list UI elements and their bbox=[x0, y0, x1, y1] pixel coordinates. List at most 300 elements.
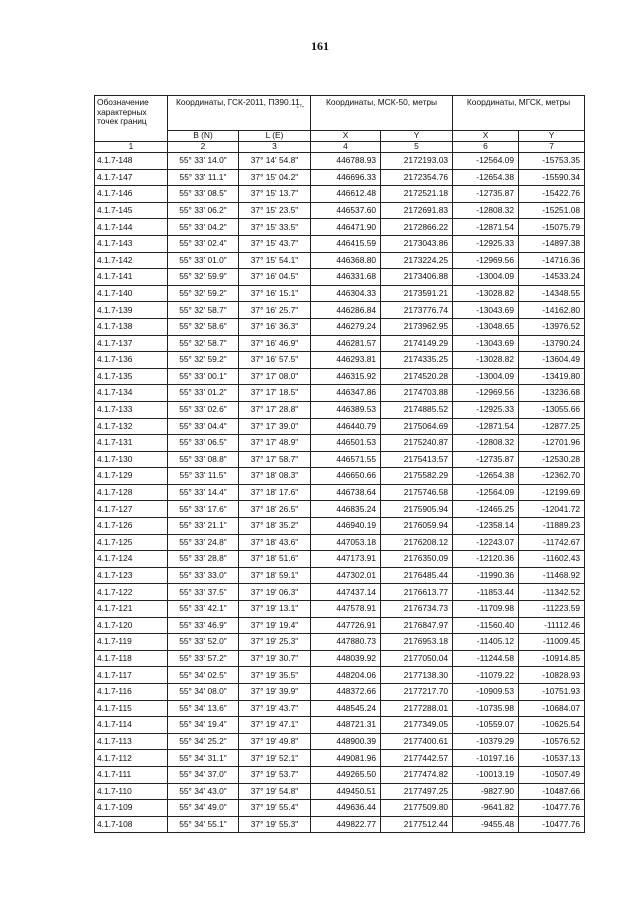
subheader-msk-x: X bbox=[311, 131, 381, 142]
cell-mgsk-y: -13604.49 bbox=[519, 352, 585, 369]
cell-mgsk-x: -13004.09 bbox=[453, 269, 519, 286]
table-row bbox=[95, 202, 585, 219]
cell-msk-y: 2173591.21 bbox=[381, 285, 453, 302]
cell-b-n: 55° 33' 37.5" bbox=[168, 584, 239, 601]
subheader-b-n: B (N) bbox=[168, 131, 239, 142]
cell-l-e: 37° 19' 43.7" bbox=[239, 700, 311, 717]
cell-b-n: 55° 33' 04.4" bbox=[168, 418, 239, 435]
cell-point-id: 4.1.7-129 bbox=[95, 468, 168, 485]
cell-b-n: 55° 33' 33.0" bbox=[168, 567, 239, 584]
cell-b-n: 55° 33' 08.5" bbox=[168, 186, 239, 203]
cell-b-n: 55° 34' 25.2" bbox=[168, 733, 239, 750]
cell-point-id: 4.1.7-125 bbox=[95, 534, 168, 551]
cell-point-id: 4.1.7-132 bbox=[95, 418, 168, 435]
cell-b-n: 55° 33' 57.2" bbox=[168, 650, 239, 667]
table-row bbox=[95, 816, 585, 833]
cell-l-e: 37° 18' 17.6" bbox=[239, 484, 311, 501]
cell-l-e: 37° 19' 19.4" bbox=[239, 617, 311, 634]
cell-msk-x: 446471.90 bbox=[311, 219, 381, 236]
cell-msk-x: 448372.66 bbox=[311, 684, 381, 701]
cell-msk-x: 447302.01 bbox=[311, 567, 381, 584]
page-number: 161 bbox=[311, 39, 329, 53]
cell-mgsk-x: -12871.54 bbox=[453, 418, 519, 435]
cell-l-e: 37° 17' 18.5" bbox=[239, 385, 311, 402]
cell-point-id: 4.1.7-131 bbox=[95, 435, 168, 452]
header-gsk-coordinates bbox=[168, 96, 311, 131]
cell-l-e: 37° 18' 35.2" bbox=[239, 518, 311, 535]
cell-msk-y: 2176847.97 bbox=[381, 617, 453, 634]
cell-mgsk-y: -13236.68 bbox=[519, 385, 585, 402]
header-mgsk-coordinates: Координаты, МГСК, метры bbox=[453, 96, 585, 131]
cell-mgsk-x: -12120.36 bbox=[453, 551, 519, 568]
cell-mgsk-x: -12735.87 bbox=[453, 186, 519, 203]
table-row bbox=[95, 634, 585, 651]
cell-mgsk-y: -11009.45 bbox=[519, 634, 585, 651]
cell-mgsk-x: -10909.53 bbox=[453, 684, 519, 701]
cell-msk-x: 446279.24 bbox=[311, 318, 381, 335]
cell-msk-y: 2173043.86 bbox=[381, 235, 453, 252]
cell-msk-x: 448721.31 bbox=[311, 717, 381, 734]
table-row bbox=[95, 750, 585, 767]
cell-b-n: 55° 32' 58.7" bbox=[168, 302, 239, 319]
cell-b-n: 55° 33' 01.0" bbox=[168, 252, 239, 269]
cell-msk-x: 448039.92 bbox=[311, 650, 381, 667]
table-row bbox=[95, 285, 585, 302]
cell-b-n: 55° 33' 00.1" bbox=[168, 368, 239, 385]
column-number-6: 6 bbox=[453, 142, 519, 153]
cell-msk-x: 448204.06 bbox=[311, 667, 381, 684]
cell-l-e: 37° 18' 08.3" bbox=[239, 468, 311, 485]
cell-mgsk-x: -12654.38 bbox=[453, 169, 519, 186]
cell-point-id: 4.1.7-116 bbox=[95, 684, 168, 701]
table-row bbox=[95, 302, 585, 319]
cell-point-id: 4.1.7-120 bbox=[95, 617, 168, 634]
cell-point-id: 4.1.7-119 bbox=[95, 634, 168, 651]
cell-b-n: 55° 33' 52.0" bbox=[168, 634, 239, 651]
cell-mgsk-y: -13419.80 bbox=[519, 368, 585, 385]
cell-msk-y: 2176734.73 bbox=[381, 601, 453, 618]
cell-mgsk-y: -13055.66 bbox=[519, 401, 585, 418]
cell-point-id: 4.1.7-128 bbox=[95, 484, 168, 501]
cell-mgsk-y: -10477.76 bbox=[519, 816, 585, 833]
cell-msk-x: 446286.84 bbox=[311, 302, 381, 319]
cell-mgsk-y: -13790.24 bbox=[519, 335, 585, 352]
cell-msk-y: 2172691.83 bbox=[381, 202, 453, 219]
cell-b-n: 55° 33' 08.8" bbox=[168, 451, 239, 468]
cell-mgsk-x: -10379.29 bbox=[453, 733, 519, 750]
cell-msk-y: 2177138.30 bbox=[381, 667, 453, 684]
cell-l-e: 37° 17' 08.0" bbox=[239, 368, 311, 385]
cell-msk-y: 2177050.04 bbox=[381, 650, 453, 667]
table-row bbox=[95, 468, 585, 485]
table-row bbox=[95, 617, 585, 634]
cell-point-id: 4.1.7-123 bbox=[95, 567, 168, 584]
cell-point-id: 4.1.7-135 bbox=[95, 368, 168, 385]
cell-b-n: 55° 33' 01.2" bbox=[168, 385, 239, 402]
cell-mgsk-x: -10197.16 bbox=[453, 750, 519, 767]
table-row bbox=[95, 252, 585, 269]
cell-l-e: 37° 17' 39.0" bbox=[239, 418, 311, 435]
cell-mgsk-x: -10559.07 bbox=[453, 717, 519, 734]
cell-mgsk-x: -12871.54 bbox=[453, 219, 519, 236]
cell-msk-y: 2173776.74 bbox=[381, 302, 453, 319]
cell-msk-x: 449081.96 bbox=[311, 750, 381, 767]
cell-l-e: 37° 16' 46.9" bbox=[239, 335, 311, 352]
cell-l-e: 37° 19' 06.3" bbox=[239, 584, 311, 601]
cell-msk-y: 2173224.25 bbox=[381, 252, 453, 269]
cell-msk-x: 446571.55 bbox=[311, 451, 381, 468]
cell-msk-y: 2174885.52 bbox=[381, 401, 453, 418]
cell-msk-x: 446940.19 bbox=[311, 518, 381, 535]
cell-mgsk-x: -11990.36 bbox=[453, 567, 519, 584]
cell-b-n: 55° 34' 31.1" bbox=[168, 750, 239, 767]
cell-msk-y: 2176953.18 bbox=[381, 634, 453, 651]
cell-mgsk-y: -12041.72 bbox=[519, 501, 585, 518]
cell-b-n: 55° 33' 11.1" bbox=[168, 169, 239, 186]
cell-msk-x: 446315.92 bbox=[311, 368, 381, 385]
cell-point-id: 4.1.7-112 bbox=[95, 750, 168, 767]
cell-msk-x: 446788.93 bbox=[311, 153, 381, 170]
cell-msk-y: 2174335.25 bbox=[381, 352, 453, 369]
cell-b-n: 55° 34' 49.0" bbox=[168, 800, 239, 817]
cell-point-id: 4.1.7-143 bbox=[95, 235, 168, 252]
table-row bbox=[95, 766, 585, 783]
cell-l-e: 37° 18' 59.1" bbox=[239, 567, 311, 584]
cell-mgsk-x: -9827.90 bbox=[453, 783, 519, 800]
cell-b-n: 55° 33' 14.0" bbox=[168, 153, 239, 170]
cell-mgsk-y: -10477.76 bbox=[519, 800, 585, 817]
cell-l-e: 37° 15' 04.2" bbox=[239, 169, 311, 186]
cell-msk-x: 446368.80 bbox=[311, 252, 381, 269]
cell-point-id: 4.1.7-121 bbox=[95, 601, 168, 618]
cell-mgsk-x: -11079.22 bbox=[453, 667, 519, 684]
cell-point-id: 4.1.7-124 bbox=[95, 551, 168, 568]
cell-msk-x: 446738.64 bbox=[311, 484, 381, 501]
cell-msk-x: 446440.79 bbox=[311, 418, 381, 435]
table-row bbox=[95, 418, 585, 435]
cell-msk-y: 2175746.58 bbox=[381, 484, 453, 501]
table-row bbox=[95, 567, 585, 584]
cell-mgsk-x: -13028.82 bbox=[453, 285, 519, 302]
table-row bbox=[95, 235, 585, 252]
cell-l-e: 37° 18' 43.6" bbox=[239, 534, 311, 551]
cell-l-e: 37° 16' 36.3" bbox=[239, 318, 311, 335]
table-row bbox=[95, 169, 585, 186]
coordinates-table bbox=[94, 95, 585, 833]
cell-mgsk-y: -12877.25 bbox=[519, 418, 585, 435]
cell-msk-x: 449265.50 bbox=[311, 766, 381, 783]
cell-l-e: 37° 19' 54.8" bbox=[239, 783, 311, 800]
cell-mgsk-y: -10576.52 bbox=[519, 733, 585, 750]
cell-msk-x: 446650.66 bbox=[311, 468, 381, 485]
header-msk-coordinates: Координаты, МСК-50, метры bbox=[311, 96, 453, 131]
table-row bbox=[95, 318, 585, 335]
cell-point-id: 4.1.7-144 bbox=[95, 219, 168, 236]
cell-b-n: 55° 34' 08.0" bbox=[168, 684, 239, 701]
table-row bbox=[95, 717, 585, 734]
cell-mgsk-x: -12243.07 bbox=[453, 534, 519, 551]
cell-point-id: 4.1.7-114 bbox=[95, 717, 168, 734]
cell-msk-y: 2176059.94 bbox=[381, 518, 453, 535]
table-row bbox=[95, 385, 585, 402]
cell-msk-x: 446612.48 bbox=[311, 186, 381, 203]
cell-point-id: 4.1.7-109 bbox=[95, 800, 168, 817]
cell-mgsk-y: -10487.66 bbox=[519, 783, 585, 800]
cell-b-n: 55° 34' 19.4" bbox=[168, 717, 239, 734]
cell-l-e: 37° 19' 13.1" bbox=[239, 601, 311, 618]
cell-b-n: 55° 33' 14.4" bbox=[168, 484, 239, 501]
table-row bbox=[95, 451, 585, 468]
cell-mgsk-x: -12654.38 bbox=[453, 468, 519, 485]
cell-b-n: 55° 33' 11.5" bbox=[168, 468, 239, 485]
cell-mgsk-y: -15753.35 bbox=[519, 153, 585, 170]
cell-point-id: 4.1.7-113 bbox=[95, 733, 168, 750]
cell-b-n: 55° 33' 42.1" bbox=[168, 601, 239, 618]
cell-point-id: 4.1.7-141 bbox=[95, 269, 168, 286]
cell-mgsk-x: -12969.56 bbox=[453, 385, 519, 402]
table-row bbox=[95, 601, 585, 618]
cell-b-n: 55° 32' 59.9" bbox=[168, 269, 239, 286]
cell-msk-y: 2175582.29 bbox=[381, 468, 453, 485]
cell-msk-x: 447880.73 bbox=[311, 634, 381, 651]
column-number-1: 1 bbox=[95, 142, 168, 153]
cell-msk-x: 447726.91 bbox=[311, 617, 381, 634]
cell-l-e: 37° 16' 25.7" bbox=[239, 302, 311, 319]
cell-point-id: 4.1.7-115 bbox=[95, 700, 168, 717]
cell-l-e: 37° 15' 33.5" bbox=[239, 219, 311, 236]
header-gsk-title: Координаты, ГСК-2011, ПЗ90.11, bbox=[175, 97, 303, 107]
cell-mgsk-y: -15422.76 bbox=[519, 186, 585, 203]
cell-mgsk-x: -11709.98 bbox=[453, 601, 519, 618]
cell-mgsk-x: -12925.33 bbox=[453, 235, 519, 252]
table-row bbox=[95, 518, 585, 535]
subheader-mgsk-x: X bbox=[453, 131, 519, 142]
cell-msk-x: 446835.24 bbox=[311, 501, 381, 518]
cell-mgsk-y: -11223.59 bbox=[519, 601, 585, 618]
cell-mgsk-x: -12969.56 bbox=[453, 252, 519, 269]
cell-mgsk-x: -13043.69 bbox=[453, 302, 519, 319]
cell-b-n: 55° 34' 13.6" bbox=[168, 700, 239, 717]
subheader-l-e: L (E) bbox=[239, 131, 311, 142]
cell-msk-x: 446347.86 bbox=[311, 385, 381, 402]
cell-msk-y: 2174149.29 bbox=[381, 335, 453, 352]
cell-mgsk-x: -9641.82 bbox=[453, 800, 519, 817]
cell-msk-x: 447437.14 bbox=[311, 584, 381, 601]
table-row bbox=[95, 269, 585, 286]
cell-msk-y: 2177349.05 bbox=[381, 717, 453, 734]
cell-msk-y: 2177474.82 bbox=[381, 766, 453, 783]
cell-point-id: 4.1.7-147 bbox=[95, 169, 168, 186]
cell-b-n: 55° 32' 59.2" bbox=[168, 285, 239, 302]
cell-l-e: 37° 15' 43.7" bbox=[239, 235, 311, 252]
column-number-7: 7 bbox=[519, 142, 585, 153]
cell-point-id: 4.1.7-136 bbox=[95, 352, 168, 369]
cell-b-n: 55° 33' 06.5" bbox=[168, 435, 239, 452]
cell-point-id: 4.1.7-130 bbox=[95, 451, 168, 468]
cell-mgsk-y: -11742.67 bbox=[519, 534, 585, 551]
cell-mgsk-y: -11889.23 bbox=[519, 518, 585, 535]
cell-msk-y: 2177509.80 bbox=[381, 800, 453, 817]
cell-l-e: 37° 16' 15.1" bbox=[239, 285, 311, 302]
cell-l-e: 37° 15' 13.7" bbox=[239, 186, 311, 203]
table-row bbox=[95, 501, 585, 518]
subheader-mgsk-y: Y bbox=[519, 131, 585, 142]
cell-msk-x: 447578.91 bbox=[311, 601, 381, 618]
cell-point-id: 4.1.7-111 bbox=[95, 766, 168, 783]
cell-msk-x: 449636.44 bbox=[311, 800, 381, 817]
table-row bbox=[95, 783, 585, 800]
cell-mgsk-y: -10537.13 bbox=[519, 750, 585, 767]
cell-mgsk-y: -10751.93 bbox=[519, 684, 585, 701]
cell-point-id: 4.1.7-126 bbox=[95, 518, 168, 535]
cell-mgsk-y: -11468.92 bbox=[519, 567, 585, 584]
cell-b-n: 55° 33' 02.4" bbox=[168, 235, 239, 252]
table-row bbox=[95, 335, 585, 352]
cell-msk-y: 2177400.61 bbox=[381, 733, 453, 750]
cell-mgsk-y: -11112.46 bbox=[519, 617, 585, 634]
cell-msk-y: 2172193.03 bbox=[381, 153, 453, 170]
cell-point-id: 4.1.7-117 bbox=[95, 667, 168, 684]
cell-mgsk-x: -11560.40 bbox=[453, 617, 519, 634]
table-row bbox=[95, 667, 585, 684]
cell-mgsk-y: -10625.54 bbox=[519, 717, 585, 734]
cell-l-e: 37° 19' 53.7" bbox=[239, 766, 311, 783]
cell-l-e: 37° 19' 55.3" bbox=[239, 816, 311, 833]
cell-l-e: 37° 17' 58.7" bbox=[239, 451, 311, 468]
cell-mgsk-y: -10914.85 bbox=[519, 650, 585, 667]
cell-point-id: 4.1.7-122 bbox=[95, 584, 168, 601]
table-row bbox=[95, 800, 585, 817]
cell-point-id: 4.1.7-127 bbox=[95, 501, 168, 518]
cell-l-e: 37° 15' 23.5" bbox=[239, 202, 311, 219]
cell-point-id: 4.1.7-148 bbox=[95, 153, 168, 170]
cell-msk-y: 2172521.18 bbox=[381, 186, 453, 203]
table-row bbox=[95, 534, 585, 551]
table-row bbox=[95, 584, 585, 601]
cell-mgsk-y: -12701.96 bbox=[519, 435, 585, 452]
cell-mgsk-x: -12465.25 bbox=[453, 501, 519, 518]
cell-mgsk-y: -12199.69 bbox=[519, 484, 585, 501]
column-number-5: 5 bbox=[381, 142, 453, 153]
cell-msk-y: 2177217.70 bbox=[381, 684, 453, 701]
header-gsk-units: ° ' " bbox=[296, 106, 305, 113]
cell-b-n: 55° 33' 17.6" bbox=[168, 501, 239, 518]
cell-b-n: 55° 33' 21.1" bbox=[168, 518, 239, 535]
cell-msk-y: 2174703.88 bbox=[381, 385, 453, 402]
cell-point-id: 4.1.7-138 bbox=[95, 318, 168, 335]
cell-mgsk-x: -12925.33 bbox=[453, 401, 519, 418]
cell-b-n: 55° 33' 02.6" bbox=[168, 401, 239, 418]
cell-point-id: 4.1.7-137 bbox=[95, 335, 168, 352]
cell-mgsk-x: -13004.09 bbox=[453, 368, 519, 385]
cell-mgsk-x: -12735.87 bbox=[453, 451, 519, 468]
cell-msk-y: 2176485.44 bbox=[381, 567, 453, 584]
cell-msk-x: 449450.51 bbox=[311, 783, 381, 800]
cell-b-n: 55° 33' 46.9" bbox=[168, 617, 239, 634]
cell-b-n: 55° 32' 58.6" bbox=[168, 318, 239, 335]
cell-mgsk-y: -12530.28 bbox=[519, 451, 585, 468]
cell-l-e: 37° 16' 04.5" bbox=[239, 269, 311, 286]
column-number-4: 4 bbox=[311, 142, 381, 153]
header-point-designation: Обозначение характерных точек границ bbox=[95, 96, 168, 142]
cell-mgsk-x: -10013.19 bbox=[453, 766, 519, 783]
cell-mgsk-y: -15251.08 bbox=[519, 202, 585, 219]
table-row bbox=[95, 368, 585, 385]
cell-mgsk-x: -12808.32 bbox=[453, 435, 519, 452]
cell-msk-x: 447053.18 bbox=[311, 534, 381, 551]
cell-msk-y: 2173962.95 bbox=[381, 318, 453, 335]
cell-msk-x: 448900.39 bbox=[311, 733, 381, 750]
cell-mgsk-y: -14533.24 bbox=[519, 269, 585, 286]
cell-mgsk-y: -10684.07 bbox=[519, 700, 585, 717]
cell-msk-y: 2175240.87 bbox=[381, 435, 453, 452]
cell-msk-y: 2176208.12 bbox=[381, 534, 453, 551]
cell-l-e: 37° 19' 47.1" bbox=[239, 717, 311, 734]
cell-msk-y: 2176613.77 bbox=[381, 584, 453, 601]
cell-b-n: 55° 33' 06.2" bbox=[168, 202, 239, 219]
table-row bbox=[95, 684, 585, 701]
subheader-msk-y: Y bbox=[381, 131, 453, 142]
cell-l-e: 37° 14' 54.8" bbox=[239, 153, 311, 170]
cell-mgsk-x: -9455.48 bbox=[453, 816, 519, 833]
table-body bbox=[95, 153, 585, 833]
cell-mgsk-x: -10735.98 bbox=[453, 700, 519, 717]
cell-msk-x: 446389.53 bbox=[311, 401, 381, 418]
cell-b-n: 55° 32' 59.2" bbox=[168, 352, 239, 369]
cell-point-id: 4.1.7-146 bbox=[95, 186, 168, 203]
cell-mgsk-x: -13028.82 bbox=[453, 352, 519, 369]
table-row bbox=[95, 401, 585, 418]
cell-l-e: 37° 19' 35.5" bbox=[239, 667, 311, 684]
cell-l-e: 37° 18' 26.5" bbox=[239, 501, 311, 518]
cell-msk-x: 446293.81 bbox=[311, 352, 381, 369]
table-row bbox=[95, 352, 585, 369]
cell-msk-x: 446537.60 bbox=[311, 202, 381, 219]
cell-b-n: 55° 32' 58.7" bbox=[168, 335, 239, 352]
cell-mgsk-x: -12564.09 bbox=[453, 153, 519, 170]
cell-mgsk-x: -11853.44 bbox=[453, 584, 519, 601]
cell-msk-x: 447173.91 bbox=[311, 551, 381, 568]
table-row bbox=[95, 484, 585, 501]
cell-msk-x: 449822.77 bbox=[311, 816, 381, 833]
cell-l-e: 37° 15' 54.1" bbox=[239, 252, 311, 269]
cell-l-e: 37° 19' 39.9" bbox=[239, 684, 311, 701]
cell-msk-y: 2172866.22 bbox=[381, 219, 453, 236]
cell-mgsk-y: -13976.52 bbox=[519, 318, 585, 335]
cell-msk-y: 2175064.69 bbox=[381, 418, 453, 435]
cell-msk-y: 2177497.25 bbox=[381, 783, 453, 800]
cell-l-e: 37° 19' 30.7" bbox=[239, 650, 311, 667]
cell-l-e: 37° 17' 28.8" bbox=[239, 401, 311, 418]
cell-mgsk-x: -12358.14 bbox=[453, 518, 519, 535]
cell-l-e: 37° 19' 52.1" bbox=[239, 750, 311, 767]
cell-msk-y: 2175905.94 bbox=[381, 501, 453, 518]
cell-mgsk-x: -13048.65 bbox=[453, 318, 519, 335]
column-number-3: 3 bbox=[239, 142, 311, 153]
cell-msk-y: 2177442.57 bbox=[381, 750, 453, 767]
cell-msk-x: 446331.68 bbox=[311, 269, 381, 286]
cell-msk-y: 2176350.09 bbox=[381, 551, 453, 568]
cell-b-n: 55° 34' 37.0" bbox=[168, 766, 239, 783]
cell-b-n: 55° 33' 04.2" bbox=[168, 219, 239, 236]
cell-mgsk-x: -11244.58 bbox=[453, 650, 519, 667]
cell-b-n: 55° 34' 02.5" bbox=[168, 667, 239, 684]
cell-mgsk-y: -11342.52 bbox=[519, 584, 585, 601]
table-row bbox=[95, 219, 585, 236]
cell-mgsk-y: -10507.49 bbox=[519, 766, 585, 783]
cell-b-n: 55° 34' 43.0" bbox=[168, 783, 239, 800]
cell-msk-y: 2177512.44 bbox=[381, 816, 453, 833]
